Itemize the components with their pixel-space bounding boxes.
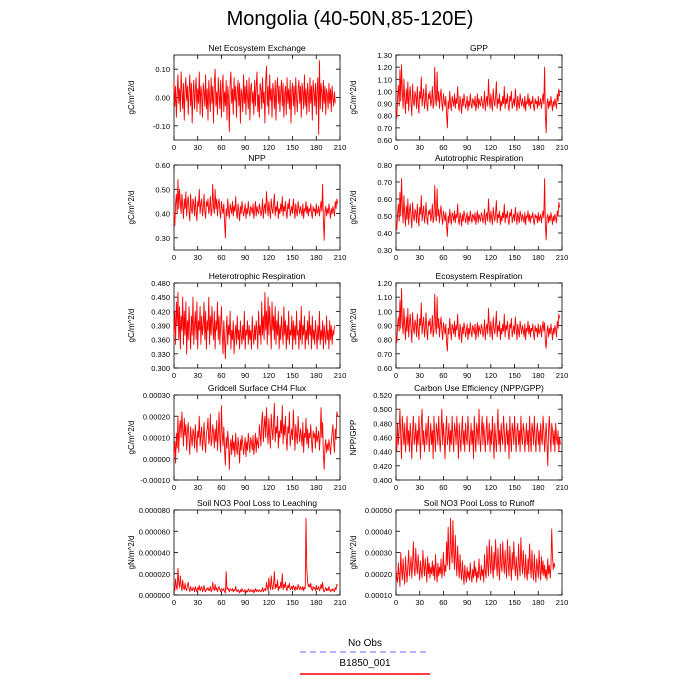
panel-7-xtick-label: 30 (415, 483, 424, 492)
panel-6-xtick-label: 30 (193, 483, 202, 492)
panel-8-series-line-0 (174, 519, 338, 593)
panel-3-ytick-label: 0.50 (377, 212, 392, 221)
panel-0-xtick-label: 120 (262, 143, 276, 152)
panel-1-ytick-label: 1.00 (377, 87, 392, 97)
panel-5-xtick-label: 210 (555, 371, 569, 380)
panel-0-xtick-label: 210 (333, 143, 347, 152)
panel-6-xtick-label: 180 (310, 483, 323, 492)
panel-8-xtick-label: 60 (217, 598, 226, 607)
panel-4-title: Heterotrophic Respiration (208, 271, 306, 281)
panel-8-frame (174, 510, 340, 595)
panel-4-ylabel: gC/m^2/d (127, 308, 136, 343)
panel-0-xtick-label: 60 (217, 143, 226, 152)
panel-5-xtick-label: 180 (532, 371, 545, 380)
panel-7-ytick-label: 0.400 (373, 476, 392, 485)
panel-2-ytick-label: 0.40 (155, 209, 170, 219)
panel-4-ytick-label: 0.300 (151, 364, 170, 373)
panel-9-xtick-label: 0 (393, 598, 399, 607)
panel-9-ytick-label: 0.00010 (364, 591, 392, 600)
panel-2-xtick-label: 120 (262, 253, 276, 262)
panel-3-xtick-label: 120 (484, 253, 498, 262)
panel-6-xtick-label: 90 (240, 483, 250, 492)
panel-7-xtick-label: 0 (393, 483, 399, 492)
panel-3-xtick-label: 150 (508, 253, 521, 262)
panel-7-xtick-label: 180 (532, 483, 545, 492)
legend-label-no-obs: No Obs (348, 638, 382, 649)
panel-0-xtick-label: 30 (193, 143, 202, 152)
panel-2-xtick-label: 0 (171, 253, 177, 262)
panel-7-ytick-label: 0.500 (373, 405, 392, 415)
panel-2-xtick-label: 150 (286, 253, 299, 262)
panel-8-ytick-label: 0.000040 (138, 548, 170, 558)
panel-9-frame (396, 510, 562, 595)
panel-9-ytick-label: 0.00040 (364, 527, 392, 537)
panel-7-ytick-label: 0.480 (373, 419, 392, 429)
panel-5-xtick-label: 120 (484, 371, 498, 380)
panel-5-xtick-label: 90 (462, 371, 472, 380)
panel-3-ytick-label: 0.60 (377, 195, 392, 204)
panel-2-title: NPP (248, 153, 266, 163)
legend (300, 636, 430, 696)
panel-9-ytick-label: 0.00050 (364, 506, 392, 515)
panel-9-ylabel: gN/m^2/d (349, 535, 358, 570)
panel-3-xtick-label: 210 (555, 253, 569, 262)
panel-9-xtick-label: 60 (439, 598, 448, 607)
panel-0-ytick-label: 0.10 (155, 65, 170, 75)
panel-0-series-line-0 (174, 61, 335, 135)
panel-5-xtick-label: 150 (508, 371, 521, 380)
panel-6-xtick-label: 120 (262, 483, 276, 492)
panel-1-ytick-label: 0.80 (377, 111, 392, 121)
panel-9-xtick-label: 210 (555, 598, 569, 607)
panel-6-xtick-label: 0 (171, 483, 177, 492)
panel-3-ytick-label: 0.40 (377, 229, 392, 238)
panel-1-xtick-label: 180 (532, 143, 545, 152)
panel-5-ytick-label: 1.10 (377, 293, 392, 303)
panel-5-ytick-label: 0.80 (377, 335, 392, 345)
panel-5-ylabel: gC/m^2/d (349, 308, 358, 343)
panel-3-ylabel: gC/m^2/d (349, 190, 358, 225)
panel-8-xtick-label: 210 (333, 598, 347, 607)
panel-7-title: Carbon Use Efficiency (NPP/GPP) (414, 383, 544, 393)
panel-9-xtick-label: 120 (484, 598, 498, 607)
panel-2-xtick-label: 90 (240, 253, 250, 262)
panel-8-ytick-label: 0.000060 (138, 527, 170, 537)
panel-1-xtick-label: 0 (393, 143, 399, 152)
panel-2-xtick-label: 60 (217, 253, 226, 262)
panel-0-xtick-label: 180 (310, 143, 323, 152)
panel-5-ytick-label: 0.90 (377, 321, 392, 331)
panel-8-xtick-label: 30 (193, 598, 202, 607)
panel-0-ylabel: gC/m^2/d (127, 80, 136, 115)
panel-1-xtick-label: 60 (439, 143, 448, 152)
panel-2-series-line-0 (174, 180, 338, 241)
panel-7-xtick-label: 210 (555, 483, 569, 492)
panel-8-title: Soil NO3 Pool Loss to Leaching (196, 498, 318, 508)
panel-6-ylabel: gC/m^2/d (127, 420, 136, 455)
panel-8-xtick-label: 150 (286, 598, 299, 607)
panel-8-ytick-label: 0.000080 (138, 506, 170, 515)
panel-2-ylabel: gC/m^2/d (127, 190, 136, 225)
panel-4-ytick-label: 0.330 (151, 349, 170, 359)
panel-3-series-line-0 (396, 179, 560, 240)
panel-6-ytick-label: -0.00010 (140, 476, 170, 485)
panel-5-title: Ecosystem Respiration (435, 271, 523, 281)
panel-0-ytick-label: 0.00 (155, 93, 170, 103)
panel-2-xtick-label: 30 (193, 253, 202, 262)
panel-4-xtick-label: 30 (193, 371, 202, 380)
panel-1-ytick-label: 1.30 (377, 51, 392, 60)
panel-6-ytick-label: 0.00000 (142, 454, 170, 464)
panel-1-xtick-label: 120 (484, 143, 498, 152)
panel-9-title: Soil NO3 Pool Loss to Runoff (423, 498, 535, 508)
panel-4-xtick-label: 120 (262, 371, 276, 380)
panel-9-ytick-label: 0.00020 (364, 569, 392, 579)
panel-7-ytick-label: 0.420 (373, 461, 392, 471)
panel-7-ytick-label: 0.440 (373, 447, 392, 457)
panel-6-series-line-0 (174, 404, 338, 470)
panel-4-ytick-label: 0.390 (151, 321, 170, 331)
panel-4-ytick-label: 0.360 (151, 335, 170, 345)
panel-5-ytick-label: 1.20 (377, 279, 392, 288)
panel-1-xtick-label: 30 (415, 143, 424, 152)
panel-7-xtick-label: 60 (439, 483, 448, 492)
panel-6-xtick-label: 60 (217, 483, 226, 492)
panel-3-xtick-label: 0 (393, 253, 399, 262)
panel-1-xtick-label: 210 (555, 143, 569, 152)
panel-5-xtick-label: 60 (439, 371, 448, 380)
panel-9-ytick-label: 0.00030 (364, 548, 392, 558)
panel-4-xtick-label: 180 (310, 371, 323, 380)
panel-9-xtick-label: 90 (462, 598, 472, 607)
panel-2-ytick-label: 0.50 (155, 185, 170, 195)
panel-5-xtick-label: 0 (393, 371, 399, 380)
panel-1-ylabel: gC/m^2/d (349, 80, 358, 115)
panel-3-xtick-label: 60 (439, 253, 448, 262)
panel-8-xtick-label: 0 (171, 598, 177, 607)
panel-4-xtick-label: 210 (333, 371, 347, 380)
panel-7-xtick-label: 90 (462, 483, 472, 492)
panel-9-xtick-label: 30 (415, 598, 424, 607)
panel-1-ytick-label: 1.10 (377, 75, 392, 85)
panel-8-ylabel: gN/m^2/d (127, 535, 136, 570)
panel-3-ytick-label: 0.80 (377, 161, 392, 170)
panel-8-xtick-label: 90 (240, 598, 250, 607)
panel-4-ytick-label: 0.420 (151, 307, 170, 317)
panel-7-ytick-label: 0.460 (373, 433, 392, 443)
panel-0-xtick-label: 0 (171, 143, 177, 152)
panel-1-xtick-label: 90 (462, 143, 472, 152)
panel-9-series-line-0 (396, 519, 555, 587)
panel-4-xtick-label: 0 (171, 371, 177, 380)
panel-5-ytick-label: 0.60 (377, 364, 392, 373)
panel-1-xtick-label: 150 (508, 143, 521, 152)
panel-5-ytick-label: 0.70 (377, 349, 392, 359)
panel-8-xtick-label: 180 (310, 598, 323, 607)
panel-4-xtick-label: 90 (240, 371, 250, 380)
panel-2-xtick-label: 210 (333, 253, 347, 262)
panel-0-xtick-label: 150 (286, 143, 299, 152)
panel-2-ytick-label: 0.60 (155, 161, 170, 170)
panel-9-xtick-label: 180 (532, 598, 545, 607)
panel-3-xtick-label: 90 (462, 253, 472, 262)
legend-label-b1850-001: B1850_001 (339, 658, 391, 669)
panel-4-ytick-label: 0.480 (151, 279, 170, 288)
panel-7-ylabel: NPP/GPP (349, 419, 358, 456)
panel-8-ytick-label: 0.000020 (138, 569, 170, 579)
panel-3-ytick-label: 0.70 (377, 178, 392, 187)
panel-3-title: Autotrophic Respiration (434, 153, 524, 163)
page-title: Mongolia (40-50N,85-120E) (226, 8, 474, 30)
panel-9-xtick-label: 150 (508, 598, 521, 607)
panel-4-ytick-label: 0.450 (151, 293, 170, 303)
panel-0-xtick-label: 90 (240, 143, 250, 152)
panel-3-ytick-label: 0.30 (377, 246, 392, 255)
panel-6-ytick-label: 0.00010 (142, 433, 170, 443)
panel-5-series-line-0 (396, 289, 560, 351)
panel-1-ytick-label: 0.70 (377, 123, 392, 133)
panel-0-ytick-label: -0.10 (152, 121, 170, 131)
panel-0-title: Net Ecosystem Exchange (208, 43, 306, 53)
panel-1-ytick-label: 0.60 (377, 136, 392, 145)
panel-4-series-line-0 (174, 292, 334, 358)
panel-6-ytick-label: 0.00030 (142, 391, 170, 400)
panel-2-xtick-label: 180 (310, 253, 323, 262)
panel-1-ytick-label: 0.90 (377, 99, 392, 109)
panel-7-xtick-label: 120 (484, 483, 498, 492)
panel-1-ytick-label: 1.20 (377, 63, 392, 73)
panel-6-title: Gridcell Surface CH4 Flux (207, 383, 307, 393)
panel-6-xtick-label: 210 (333, 483, 347, 492)
panel-7-series-line-0 (396, 409, 560, 466)
panel-8-ytick-label: 0.000000 (138, 591, 170, 600)
panel-1-series-line-0 (396, 65, 560, 133)
panel-7-xtick-label: 150 (508, 483, 521, 492)
panel-3-xtick-label: 180 (532, 253, 545, 262)
panel-1-title: GPP (470, 43, 488, 53)
panel-5-ytick-label: 1.00 (377, 307, 392, 317)
panel-4-xtick-label: 60 (217, 371, 226, 380)
panel-5-xtick-label: 30 (415, 371, 424, 380)
panel-8-xtick-label: 120 (262, 598, 276, 607)
panel-2-ytick-label: 0.30 (155, 233, 170, 243)
panel-6-ytick-label: 0.00020 (142, 412, 170, 422)
panel-7-ytick-label: 0.520 (373, 391, 392, 400)
panel-6-xtick-label: 150 (286, 483, 299, 492)
panel-4-xtick-label: 150 (286, 371, 299, 380)
panel-3-xtick-label: 30 (415, 253, 424, 262)
